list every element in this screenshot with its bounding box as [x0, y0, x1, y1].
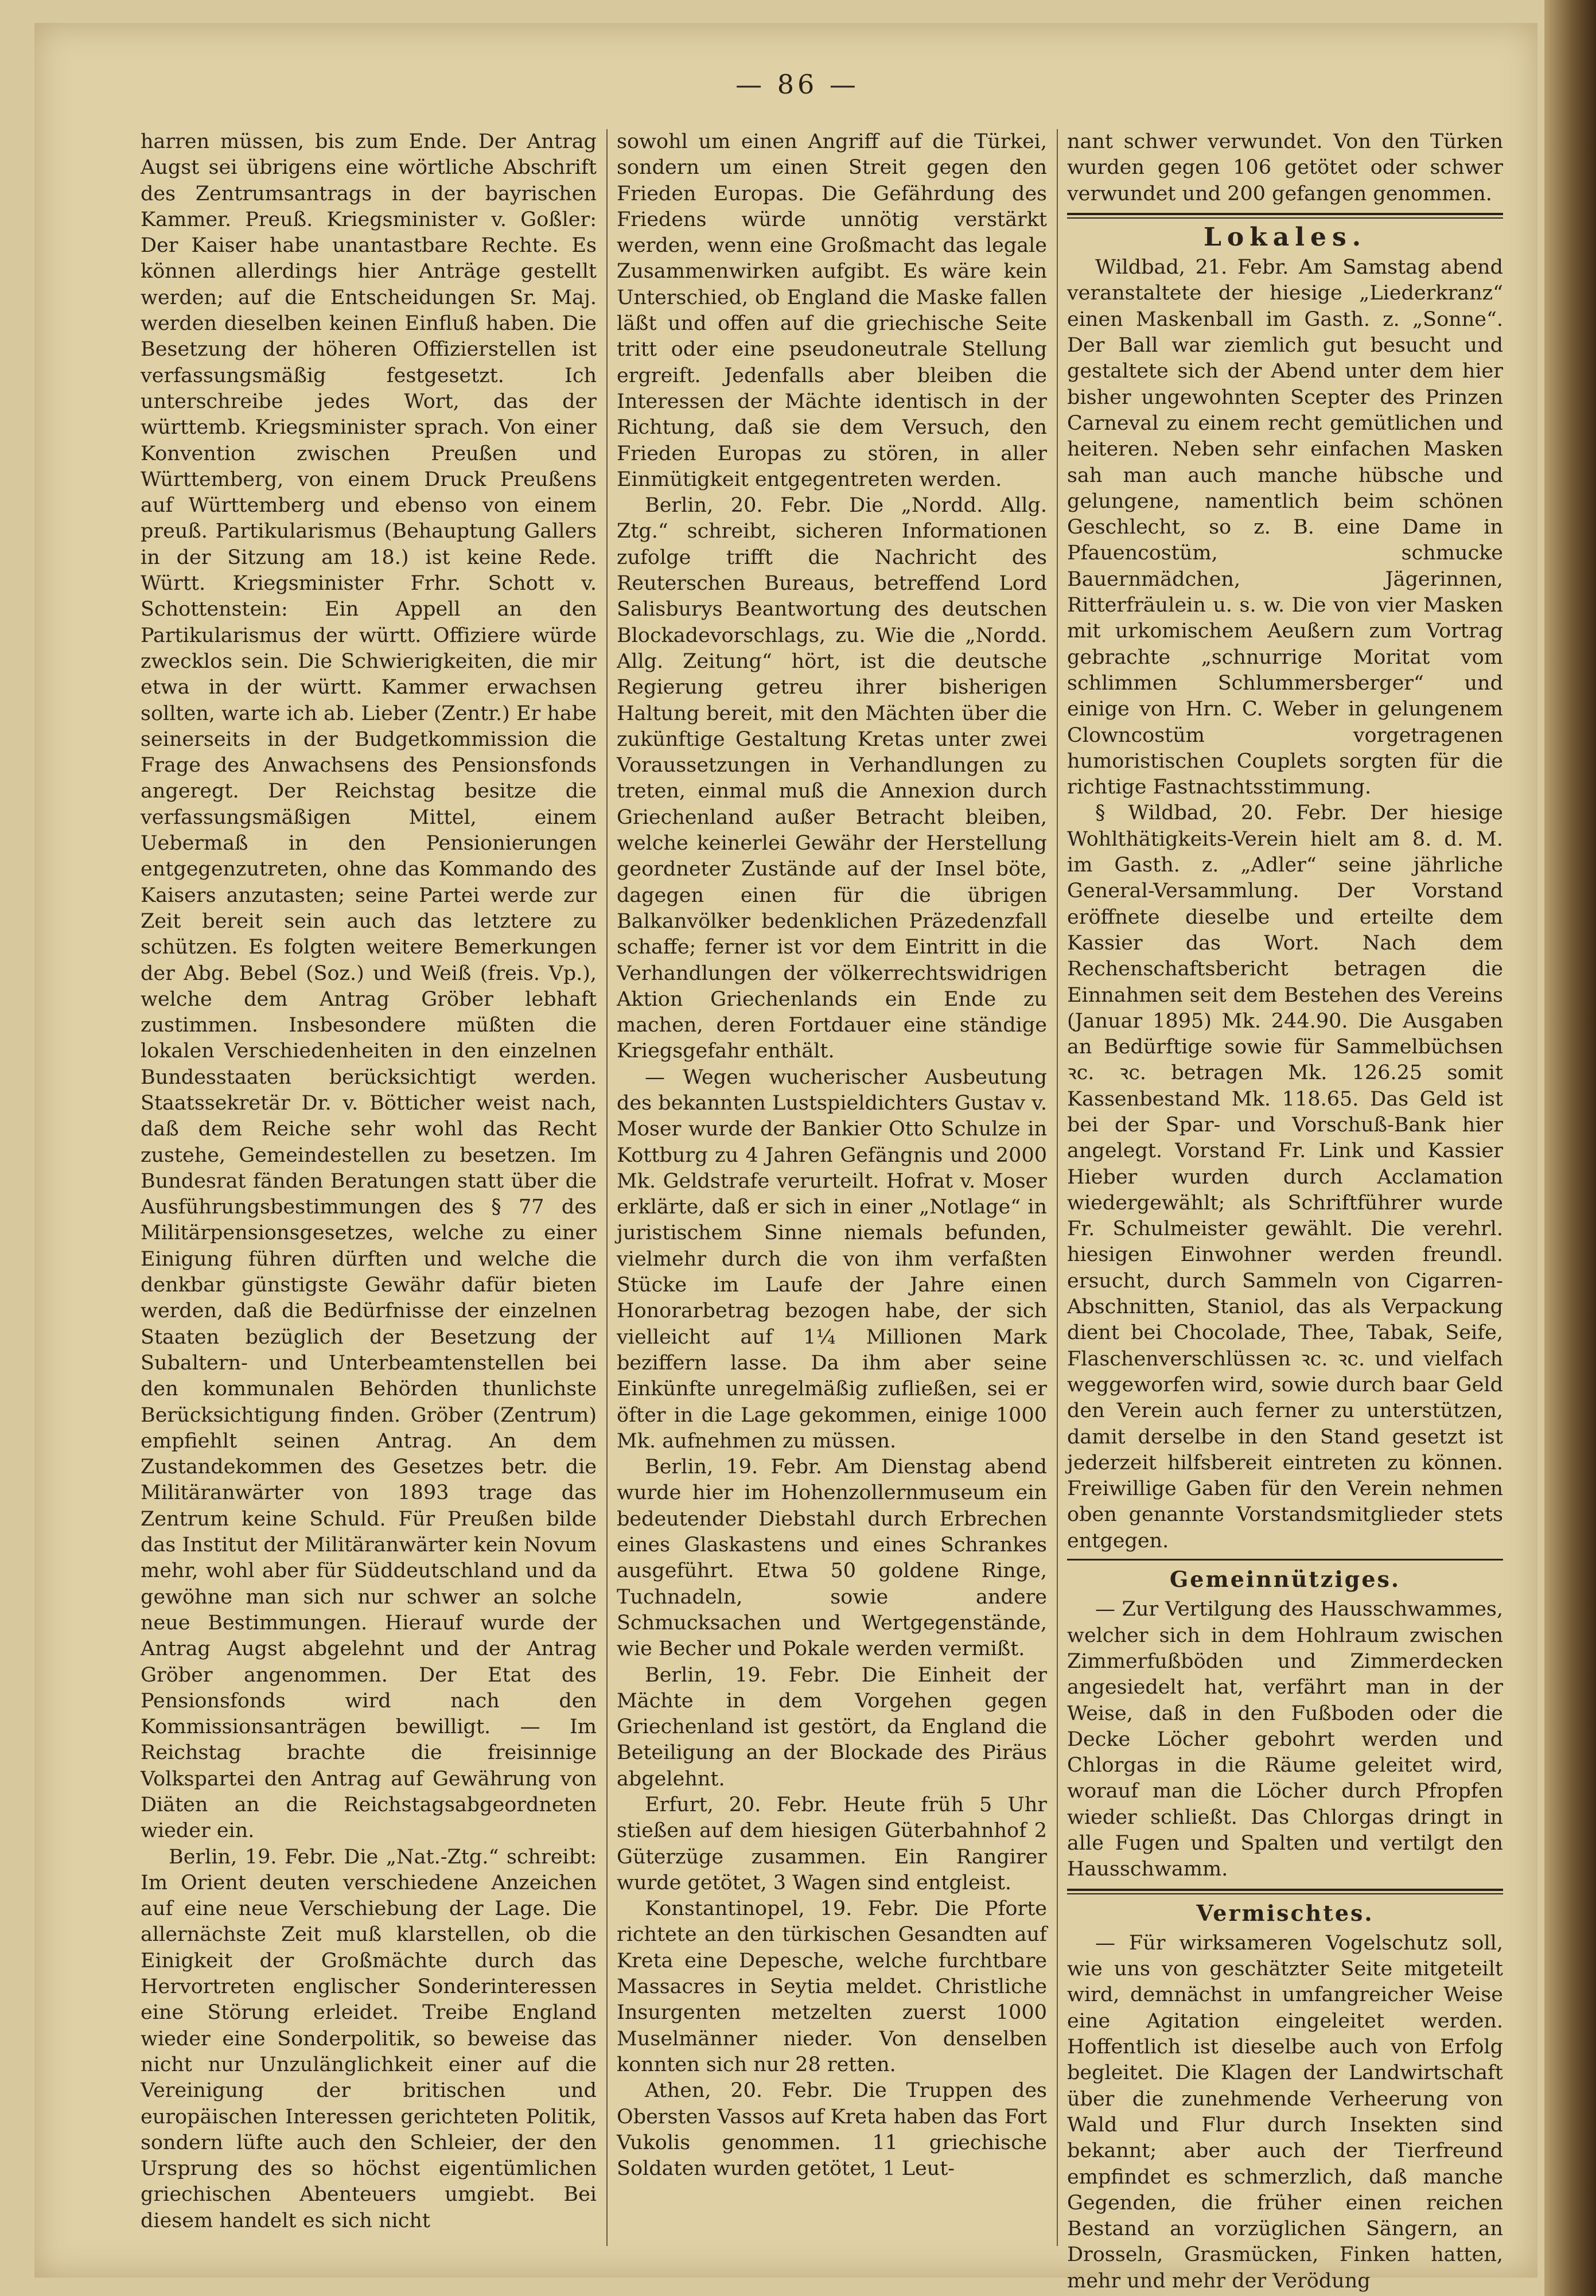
article-paragraph: Athen, 20. Febr. Die Truppen des Obersten Vassos auf Kreta haben das Fort Vukolis genommen. 11 griechische Soldaten wurden getötet, 1 Leut- [617, 2079, 1047, 2181]
column-1 [141, 129, 597, 2252]
book-binding-edge [1544, 0, 1596, 2296]
section-heading-vermischtes: Vermischtes. [1196, 1900, 1374, 1926]
column-2 [617, 129, 1047, 2252]
column-3 [1067, 129, 1503, 2293]
section-heading-lokales: Lokales. [1203, 222, 1367, 252]
page-number: — 86 — [735, 69, 859, 100]
article-paragraph: sowohl um einen Angriff auf die Türkei, sondern um einen Streit gegen den Frieden Europas. Die Gefährdung des Friedens würde unnötig verstärkt werden, wenn eine Großmacht das legale Zusammenwirken aufgibt. Es wäre kein Unterschied, ob England die Maske fallen läßt und offen auf die griechische Seite tritt oder eine pseudoneutrale Stellung ergreift. Jedenfalls aber bleiben die Interessen der Mächte identisch in der Richtung, daß sie dem Versuch, den Frieden Europas zu stören, in aller Einmütigkeit entgegentreten werden. [617, 130, 1047, 491]
article-paragraph: § Wildbad, 20. Febr. Der hiesige Wohlthätigkeits-Verein hielt am 8. d. M. im Gasth. z. „Adler“ seine jährliche General-Versammlung. Der Vorstand eröffnete dieselbe und erteilte dem Kassier das Wort. Nach dem Rechenschaftsbericht betragen die Einnahmen seit dem Bestehen des Vereins (Januar 1895) Mk. 244.90. Die Ausgaben an Bedürftige sowie für Sammelbüchsen ꝛc. ꝛc. betragen Mk. 126.25 somit Kassenbestand Mk. 118.65. Das Geld ist bei der Spar- und Vorschuß-Bank hier angelegt. Vorstand Fr. Link und Kassier Hieber wurden durch Acclamation wiedergewählt; als Schriftführer wurde Fr. Schulmeister gewählt. Die verehrl. hiesigen Einwohner werden freundl. ersucht, durch Sammeln von Cigarren-Abschnitten, Staniol, das als Verpackung dient bei Chocolade, Thee, Tabak, Seife, Flaschenverschlüssen ꝛc. ꝛc. und vielfach weggeworfen wird, sowie durch baar Geld den Verein auch ferner zu unterstützen, damit derselbe in den Stand gesetzt ist jederzeit hilfsbereit eintreten zu können. Freiwillige Gaben für den Verein nehmen oben genannte Vorstandsmitglieder stets entgegen. [1067, 801, 1503, 1552]
article-paragraph: — Zur Vertilgung des Hausschwammes, welcher sich in dem Hohlraum zwischen Zimmerfußböden und Zimmerdecken angesiedelt hat, verfährt man in der Weise, daß in den Fußboden oder die Decke Löcher gebohrt werden und Chlorgas in die Räume geleitet wird, worauf man die Löcher durch Pfropfen wieder schließt. Das Chlorgas dringt in alle Fugen und Spalten und vertilgt den Hausschwamm. [1067, 1598, 1503, 1881]
section-rule [1067, 213, 1503, 219]
column-divider [1057, 129, 1058, 2246]
article-paragraph: Berlin, 19. Febr. Am Dienstag abend wurde hier im Hohenzollernmuseum ein bedeutender Diebstahl durch Erbrechen eines Glaskastens und eines Schrankes ausgeführt. Etwa 50 goldene Ringe, Tuchnadeln, sowie andere Schmucksachen und Wertgegenstände, wie Becher und Pokale werden vermißt. [617, 1456, 1047, 1661]
article-paragraph: Wildbad, 21. Febr. Am Samstag abend veranstaltete der hiesige „Liederkranz“ einen Maskenball im Gasth. z. „Sonne“. Der Ball war ziemlich gut besucht und gestaltete sich der Abend unter dem hier bisher ungewohnten Scepter des Prinzen Carneval zu einem recht gemütlichen und heiteren. Neben sehr einfachen Masken sah man auch manche hübsche und gelungene, namentlich beim schönen Geschlecht, so z. B. eine Dame in Pfauencostüm, schmucke Bauernmädchen, Jägerinnen, Ritterfräulein u. s. w. Die von vier Masken mit urkomischem Aeußern zum Vortrag gebrachte „schnurrige Moritat vom schlimmen Schlummersberger“ und einige von Hrn. C. Weber in gelungenem Clowncostüm vorgetragenen humoristischen Couplets sorgten für die richtige Fastnachtsstimmung. [1067, 256, 1503, 799]
article-paragraph: nant schwer verwundet. Von den Türken wurden gegen 106 getötet oder schwer verwundet und 200 gefangen genommen. [1067, 130, 1503, 205]
article-paragraph: Berlin, 19. Febr. Die Einheit der Mächte in dem Vorgehen gegen Griechenland ist gestört, da England die Beteiligung an der Blockade des Piräus abgelehnt. [617, 1663, 1047, 1791]
section-heading-gemeinnuetziges: Gemeinnütziges. [1169, 1566, 1401, 1593]
article-paragraph: harren müssen, bis zum Ende. Der Antrag Augst sei übrigens eine wörtliche Abschrift des Zentrumsantrags in der bayrischen Kammer. Preuß. Kriegsminister v. Goßler: Der Kaiser habe unantastbare Rechte. Es können allerdings hier Anträge gestellt werden; auf die Entscheidungen Sr. Maj. werden dieselben keinen Einfluß haben. Die Besetzung der höheren Offizierstellen ist verfassungsmäßig festgesetzt. Ich unterschreibe jedes Wort, das der württemb. Kriegsminister sprach. Von einer Konvention zwischen Preußen und Württemberg, von einem Druck Preußens auf Württemberg und ebenso von einem preuß. Partikularismus (Behauptung Gallers in der Sitzung am 18.) ist keine Rede. Württ. Kriegsminister Frhr. Schott v. Schottenstein: Ein Appell an den Partikularismus der württ. Offiziere würde zwecklos sein. Die Schwierigkeiten, die mir etwa in der württ. Kammer erwachsen sollten, warte ich ab. Lieber (Zentr.) Er habe seinerseits in der Budgetkommission die Frage des Anwachsens des Pensionsfonds angeregt. Der Reichstag besitze die verfassungsmäßigen Mittel, einem Uebermaß in den Pensionierungen entgegenzutreten, ohne das Kommando des Kaisers anzutasten; seine Partei werde zur Zeit bereit sein auch das letztere zu schützen. Es folgten weitere Bemerkungen der Abg. Bebel (Soz.) und Weiß (freis. Vp.), welche dem Antrag Gröber lebhaft zustimmen. Insbesondere müßten die lokalen Verschiedenheiten in den einzelnen Bundesstaaten berücksichtigt werden. Staatssekretär Dr. v. Bötticher weist nach, daß dem Reiche sehr wohl das Recht zustehe, Gemeindestellen zu besetzen. Im Bundesrat fänden Beratungen statt über die Ausführungsbestimmungen des § 77 des Militärpensionsgesetzes, welche zu einer Einigung führen dürften und welche die denkbar günstigste Gewähr dafür bieten werden, daß die Bedürfnisse der einzelnen Staaten bezüglich der Besetzung der Subaltern- und Unterbeamtenstellen bei den kommunalen Behörden thunlichste Berücksichtigung finden. Gröber (Zentrum) empfiehlt seinen Antrag. An dem Zustandekommen des Gesetzes betr. die Militäranwärter von 1893 trage das Zentrum keine Schuld. Für Preußen bilde das Institut der Militäranwärter kein Novum mehr, wohl aber für Süddeutschland und da gewöhne man sich nur schwer an solche neue Bestimmungen. Hierauf wurde der Antrag Augst abgelehnt und der Antrag Gröber angenommen. Der Etat des Pensionsfonds wird nach den Kommissionsanträgen bewilligt. — Im Reichstag brachte die freisinnige Volkspartei den Antrag auf Gewährung von Diäten an die Reichstagsabgeordneten wieder ein. [141, 130, 597, 1843]
section-rule [1067, 1889, 1503, 1894]
section-rule [1067, 1559, 1503, 1560]
article-paragraph: Erfurt, 20. Febr. Heute früh 5 Uhr stießen auf dem hiesigen Güterbahnhof 2 Güterzüge zusammen. Ein Rangirer wurde getötet, 3 Wagen sind entgleist. [617, 1793, 1047, 1894]
article-paragraph: Konstantinopel, 19. Febr. Die Pforte richtete an den türkischen Gesandten auf Kreta eine Depesche, welche furchtbare Massacres in Seytia meldet. Christliche Insurgenten metzelten zuerst 1000 Muselmänner nieder. Von denselben konnten sich nur 28 retten. [617, 1897, 1047, 2076]
article-paragraph: Berlin, 19. Febr. Die „Nat.-Ztg.“ schreibt: Im Orient deuten verschiedene Anzeichen auf eine neue Verschiebung der Lage. Die allernächste Zeit muß klarstellen, ob die Einigkeit der Großmächte durch das Hervortreten englischer Sonderinteressen eine Störung erleidet. Treibe England wieder eine Sonderpolitik, so beweise das nicht nur Unzulänglichkeit einer auf die Vereinigung der britischen und europäischen Interessen gerichteten Politik, sondern lüfte auch den Schleier, der den Ursprung des so höchst eigentümlichen griechischen Abenteuers umgiebt. Bei diesem handelt es sich nicht [141, 1845, 597, 2232]
article-paragraph: — Wegen wucherischer Ausbeutung des bekannten Lustspieldichters Gustav v. Moser wurde der Bankier Otto Schulze in Kottburg zu 4 Jahren Gefängnis und 2000 Mk. Geldstrafe verurteilt. Hofrat v. Moser erklärte, daß er sich in einer „Notlage“ in juristischem Sinne niemals befunden, vielmehr durch die von ihm verfaßten Stücke im Laufe der Jahre einen Honorarbetrag bezogen habe, der sich vielleicht auf 1¼ Millionen Mark beziffern lasse. Da ihm aber seine Einkünfte unregelmäßig zufließen, sei er öfter in die Lage gekommen, einige 1000 Mk. aufnehmen zu müssen. [617, 1065, 1047, 1453]
column-divider [606, 129, 608, 2246]
article-paragraph: — Für wirksameren Vogelschutz soll, wie uns von geschätzter Seite mitgeteilt wird, demnächst in umfangreicher Weise eine Agitation eingeleitet werden. Hoffentlich ist dieselbe auch von Erfolg begleitet. Die Klagen der Landwirtschaft über die zunehmende Verheerung von Wald und Flur durch Insekten sind bekannt; aber auch der Tierfreund empfindet es schmerzlich, daß manche Gegenden, die früher einen reichen Bestand an vorzüglichen Sängern, an Drosseln, Grasmücken, Finken hatten, mehr und mehr der Verödung [1067, 1931, 1503, 2293]
article-paragraph: Berlin, 20. Febr. Die „Nordd. Allg. Ztg.“ schreibt, sicheren Informationen zufolge trifft die Nachricht des Reuterschen Bureaus, betreffend Lord Salisburys Beantwortung des deutschen Blockadevorschlags, zu. Wie die „Nordd. Allg. Zeitung“ hört, ist die deutsche Regierung getreu ihrer bisherigen Haltung bereit, mit den Mächten über die zukünftige Gestaltung Kretas unter zwei Voraussetzungen in Verhandlungen zu treten, einmal muß die Annexion durch Griechenland außer Betracht bleiben, welche keinerlei Gewähr der Herstellung geordneter Zustände auf der Insel böte, dagegen einen für die übrigen Balkanvölker bedenklichen Präzedenzfall schaffe; ferner ist vor dem Eintritt in die Verhandlungen der völkerrechtswidrigen Aktion Griechenlands ein Ende zu machen, deren Fortdauer eine ständige Kriegsgefahr enthält. [617, 494, 1047, 1063]
